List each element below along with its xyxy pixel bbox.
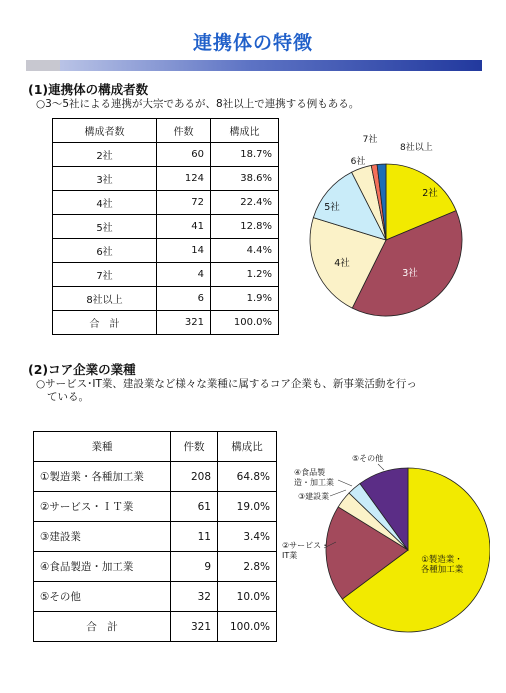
row-ratio: 22.4% [211, 191, 279, 215]
row-label: ⑤その他 [34, 582, 171, 612]
table-header-row [53, 119, 279, 143]
row-ratio: 3.4% [218, 522, 277, 552]
table-row [53, 191, 279, 215]
total-ratio: 100.0% [211, 311, 279, 335]
section1-heading: (1)連携体の構成者数 [28, 82, 149, 97]
members-table [52, 118, 279, 335]
pie-label: ⑤その他 [352, 454, 384, 463]
pie-label: 4社 [334, 258, 350, 269]
pie-label: 8社以上 [400, 143, 433, 153]
row-count: 41 [157, 215, 211, 239]
row-label: 6社 [53, 239, 157, 263]
page-title: 連携体の特徴 [192, 32, 313, 54]
row-ratio: 12.8% [211, 215, 279, 239]
section2-heading: (2)コア企業の業種 [28, 362, 136, 377]
row-ratio: 19.0% [218, 492, 277, 522]
row-label: 3社 [53, 167, 157, 191]
pie-label: 造・加工業 [294, 478, 334, 487]
row-ratio: 18.7% [211, 143, 279, 167]
industry-table [33, 431, 277, 642]
row-label: ③建設業 [34, 522, 171, 552]
members-pie-chart [296, 128, 492, 328]
pie-leader-line [378, 464, 384, 470]
table-row [53, 287, 279, 311]
pie-label: 7社 [362, 135, 378, 145]
pie-label: ①製造業・ [421, 555, 463, 565]
row-label: ④食品製造・加工業 [34, 552, 171, 582]
header-members: 構成者数 [53, 119, 157, 143]
row-ratio: 2.8% [218, 552, 277, 582]
table-row [34, 492, 277, 522]
row-count: 6 [157, 287, 211, 311]
section2-description-line2: ている。 [47, 391, 89, 403]
row-ratio: 64.8% [218, 462, 277, 492]
header-count: 件数 [171, 432, 218, 462]
row-label: 8社以上 [53, 287, 157, 311]
pie-label: 3社 [402, 268, 418, 279]
pie-label: ②サービス・ [282, 541, 330, 550]
row-count: 124 [157, 167, 211, 191]
row-ratio: 10.0% [218, 582, 277, 612]
row-count: 14 [157, 239, 211, 263]
pie-label: 各種加工業 [420, 565, 464, 575]
row-count: 72 [157, 191, 211, 215]
row-ratio: 1.2% [211, 263, 279, 287]
header-ratio: 構成比 [211, 119, 279, 143]
row-label: ②サービス・ＩＴ業 [34, 492, 171, 522]
row-ratio: 38.6% [211, 167, 279, 191]
table-row [53, 167, 279, 191]
pie-leader-line [338, 480, 352, 486]
table-row [34, 552, 277, 582]
industry-pie-chart [280, 450, 490, 646]
row-label: 7社 [53, 263, 157, 287]
header-industry: 業種 [34, 432, 171, 462]
table-total-row [34, 612, 277, 642]
table-row [53, 143, 279, 167]
pie-label: ③建設業 [298, 492, 330, 501]
row-count: 9 [171, 552, 218, 582]
section2-description-line1: ○サービス･IT業、建設業など様々な業種に属するコア企業も、新事業活動を行っ [36, 378, 417, 390]
table-row [34, 522, 277, 552]
section1-description: ○3～5社による連携が大宗であるが、8社以上で連携する例もある。 [36, 98, 360, 110]
table-row [53, 263, 279, 287]
row-label: ①製造業・各種加工業 [34, 462, 171, 492]
table-row [53, 215, 279, 239]
row-count: 60 [157, 143, 211, 167]
row-label: 2社 [53, 143, 157, 167]
row-ratio: 1.9% [211, 287, 279, 311]
table-row [34, 582, 277, 612]
pie-label: 6社 [350, 157, 366, 167]
table-header-row [34, 432, 277, 462]
row-count: 4 [157, 263, 211, 287]
title-underline-blue [60, 60, 482, 71]
pie-label: 2社 [422, 188, 438, 199]
row-label: 5社 [53, 215, 157, 239]
row-count: 61 [171, 492, 218, 522]
pie-label: IT業 [282, 551, 298, 560]
header-count: 件数 [157, 119, 211, 143]
total-label: 合 計 [53, 311, 157, 335]
total-count: 321 [171, 612, 218, 642]
table-row [34, 462, 277, 492]
pie-leader-line [330, 490, 346, 496]
table-row [53, 239, 279, 263]
header-ratio: 構成比 [218, 432, 277, 462]
pie-label: 5社 [324, 202, 340, 213]
row-count: 208 [171, 462, 218, 492]
row-label: 4社 [53, 191, 157, 215]
row-count: 32 [171, 582, 218, 612]
total-count: 321 [157, 311, 211, 335]
pie-label: ④食品製 [294, 468, 326, 477]
row-count: 11 [171, 522, 218, 552]
total-ratio: 100.0% [218, 612, 277, 642]
total-label: 合 計 [34, 612, 171, 642]
table-total-row [53, 311, 279, 335]
row-ratio: 4.4% [211, 239, 279, 263]
